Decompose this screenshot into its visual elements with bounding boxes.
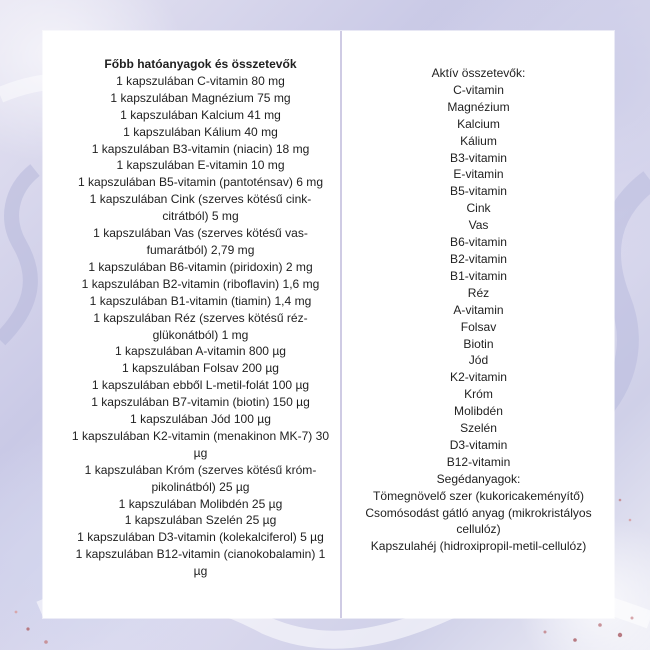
active-ingredient-10: B6-vitamin (450, 235, 507, 250)
ingredient-line-17: 1 kapszulában A-vitamin 800 µg (114, 344, 286, 359)
ingredient-line-28: 1 kapszulában D3-vitamin (kolekalciferol) 5 µg (77, 530, 324, 545)
ingredient-line-5: 1 kapszulában B3-vitamin (niacin) 18 mg (91, 141, 310, 156)
active-ingredient-13: Réz (467, 285, 490, 300)
excipient-line-3: cellulóz) (456, 522, 501, 537)
main-ingredients-heading: Főbb hatóanyagok és összetevők (104, 57, 297, 71)
ingredient-line-24: 1 kapszulában Króm (szerves kötésű króm- (84, 462, 317, 477)
ingredient-line-22: 1 kapszulában K2-vitamin (menakinon MK-7) 30 (71, 428, 330, 443)
ingredient-line-2: 1 kapszulában Magnézium 75 mg (110, 90, 291, 105)
active-ingredient-14: A-vitamin (453, 302, 504, 317)
excipient-line-4: Kapszulahéj (hidroxipropil-metil-cellulóz) (370, 539, 587, 554)
excipient-line-1: Tömegnövelő szer (kukoricakeményítő) (373, 488, 584, 503)
right-active-ingredients-column (343, 65, 614, 555)
excipients-heading: Segédanyagok: (436, 471, 521, 486)
ingredient-line-11: fumarátból) 2,79 mg (146, 242, 255, 257)
excipient-line-2: Csomósodást gátló anyag (mikrokristályos (365, 505, 592, 520)
active-ingredient-21: Szelén (460, 421, 497, 436)
ingredient-line-12: 1 kapszulában B6-vitamin (piridoxin) 2 mg (88, 259, 313, 274)
ingredient-line-19: 1 kapszulában ebből L-metil-folát 100 µg (91, 378, 310, 393)
ingredient-line-16: glükonátból) 1 mg (152, 327, 249, 342)
ingredient-line-23: µg (193, 445, 208, 460)
glitter-dot (629, 519, 632, 522)
glitter-dot (44, 640, 48, 644)
ingredient-line-25: pikolinátból) 25 µg (151, 479, 250, 494)
glitter-dot (15, 611, 18, 614)
glitter-dot (544, 631, 547, 634)
glitter-dot (598, 623, 602, 627)
glitter-dot (631, 617, 634, 620)
ingredient-line-21: 1 kapszulában Jód 100 µg (130, 412, 271, 427)
glitter-dot (573, 638, 577, 642)
active-ingredient-19: Króm (464, 387, 493, 402)
ingredient-line-14: 1 kapszulában B1-vitamin (tiamin) 1,4 mg (89, 293, 312, 308)
active-ingredient-1: C-vitamin (453, 82, 504, 97)
left-ingredients-column (57, 56, 344, 580)
ingredient-line-30: µg (193, 564, 208, 579)
active-ingredient-12: B1-vitamin (450, 268, 507, 283)
smoke-swirl-left (0, 170, 35, 340)
ingredient-line-15: 1 kapszulában Réz (szerves kötésű réz- (93, 310, 308, 325)
ingredient-line-1: 1 kapszulában C-vitamin 80 mg (116, 73, 285, 88)
ingredient-line-6: 1 kapszulában E-vitamin 10 mg (116, 158, 285, 173)
active-ingredients-heading: Aktív összetevők: (431, 66, 526, 80)
active-ingredient-5: B3-vitamin (450, 150, 507, 165)
active-ingredient-17: Jód (468, 353, 489, 368)
active-ingredient-22: D3-vitamin (449, 437, 508, 452)
ingredient-line-27: 1 kapszulában Szelén 25 µg (124, 513, 277, 528)
ingredient-line-13: 1 kapszulában B2-vitamin (riboflavin) 1,6 mg (81, 276, 320, 291)
active-ingredient-2: Magnézium (447, 99, 510, 114)
active-ingredient-9: Vas (468, 218, 489, 233)
ingredient-line-7: 1 kapszulában B5-vitamin (pantoténsav) 6 mg (77, 175, 324, 190)
active-ingredient-6: E-vitamin (453, 167, 504, 182)
active-ingredient-20: Molibdén (454, 404, 503, 419)
active-ingredient-11: B2-vitamin (450, 251, 507, 266)
active-ingredient-23: B12-vitamin (446, 454, 511, 469)
ingredient-line-29: 1 kapszulában B12-vitamin (cianokobalamin) 1 (75, 547, 326, 562)
ingredient-line-10: 1 kapszulában Vas (szerves kötésű vas- (93, 226, 308, 241)
ingredient-line-18: 1 kapszulában Folsav 200 µg (122, 361, 279, 376)
active-ingredient-3: Kalcium (457, 116, 500, 131)
ingredient-line-8: 1 kapszulában Cink (szerves kötésű cink- (89, 192, 312, 207)
glitter-dot (618, 633, 622, 637)
ingredient-line-4: 1 kapszulában Kálium 40 mg (123, 124, 278, 139)
active-ingredient-18: K2-vitamin (450, 370, 507, 385)
active-ingredient-8: Cink (466, 201, 491, 216)
ingredient-line-9: citrátból) 5 mg (162, 209, 239, 224)
active-ingredient-4: Kálium (460, 133, 497, 148)
ingredient-line-26: 1 kapszulában Molibdén 25 µg (118, 496, 283, 511)
ingredient-line-3: 1 kapszulában Kalcium 41 mg (120, 107, 281, 122)
active-ingredient-16: Biotin (463, 336, 494, 351)
active-ingredient-15: Folsav (460, 319, 497, 334)
ingredients-sheet (43, 31, 614, 618)
glitter-dot (619, 499, 622, 502)
glitter-dot (26, 627, 29, 630)
active-ingredient-7: B5-vitamin (450, 184, 507, 199)
ingredient-line-20: 1 kapszulában B7-vitamin (biotin) 150 µg (91, 395, 310, 410)
